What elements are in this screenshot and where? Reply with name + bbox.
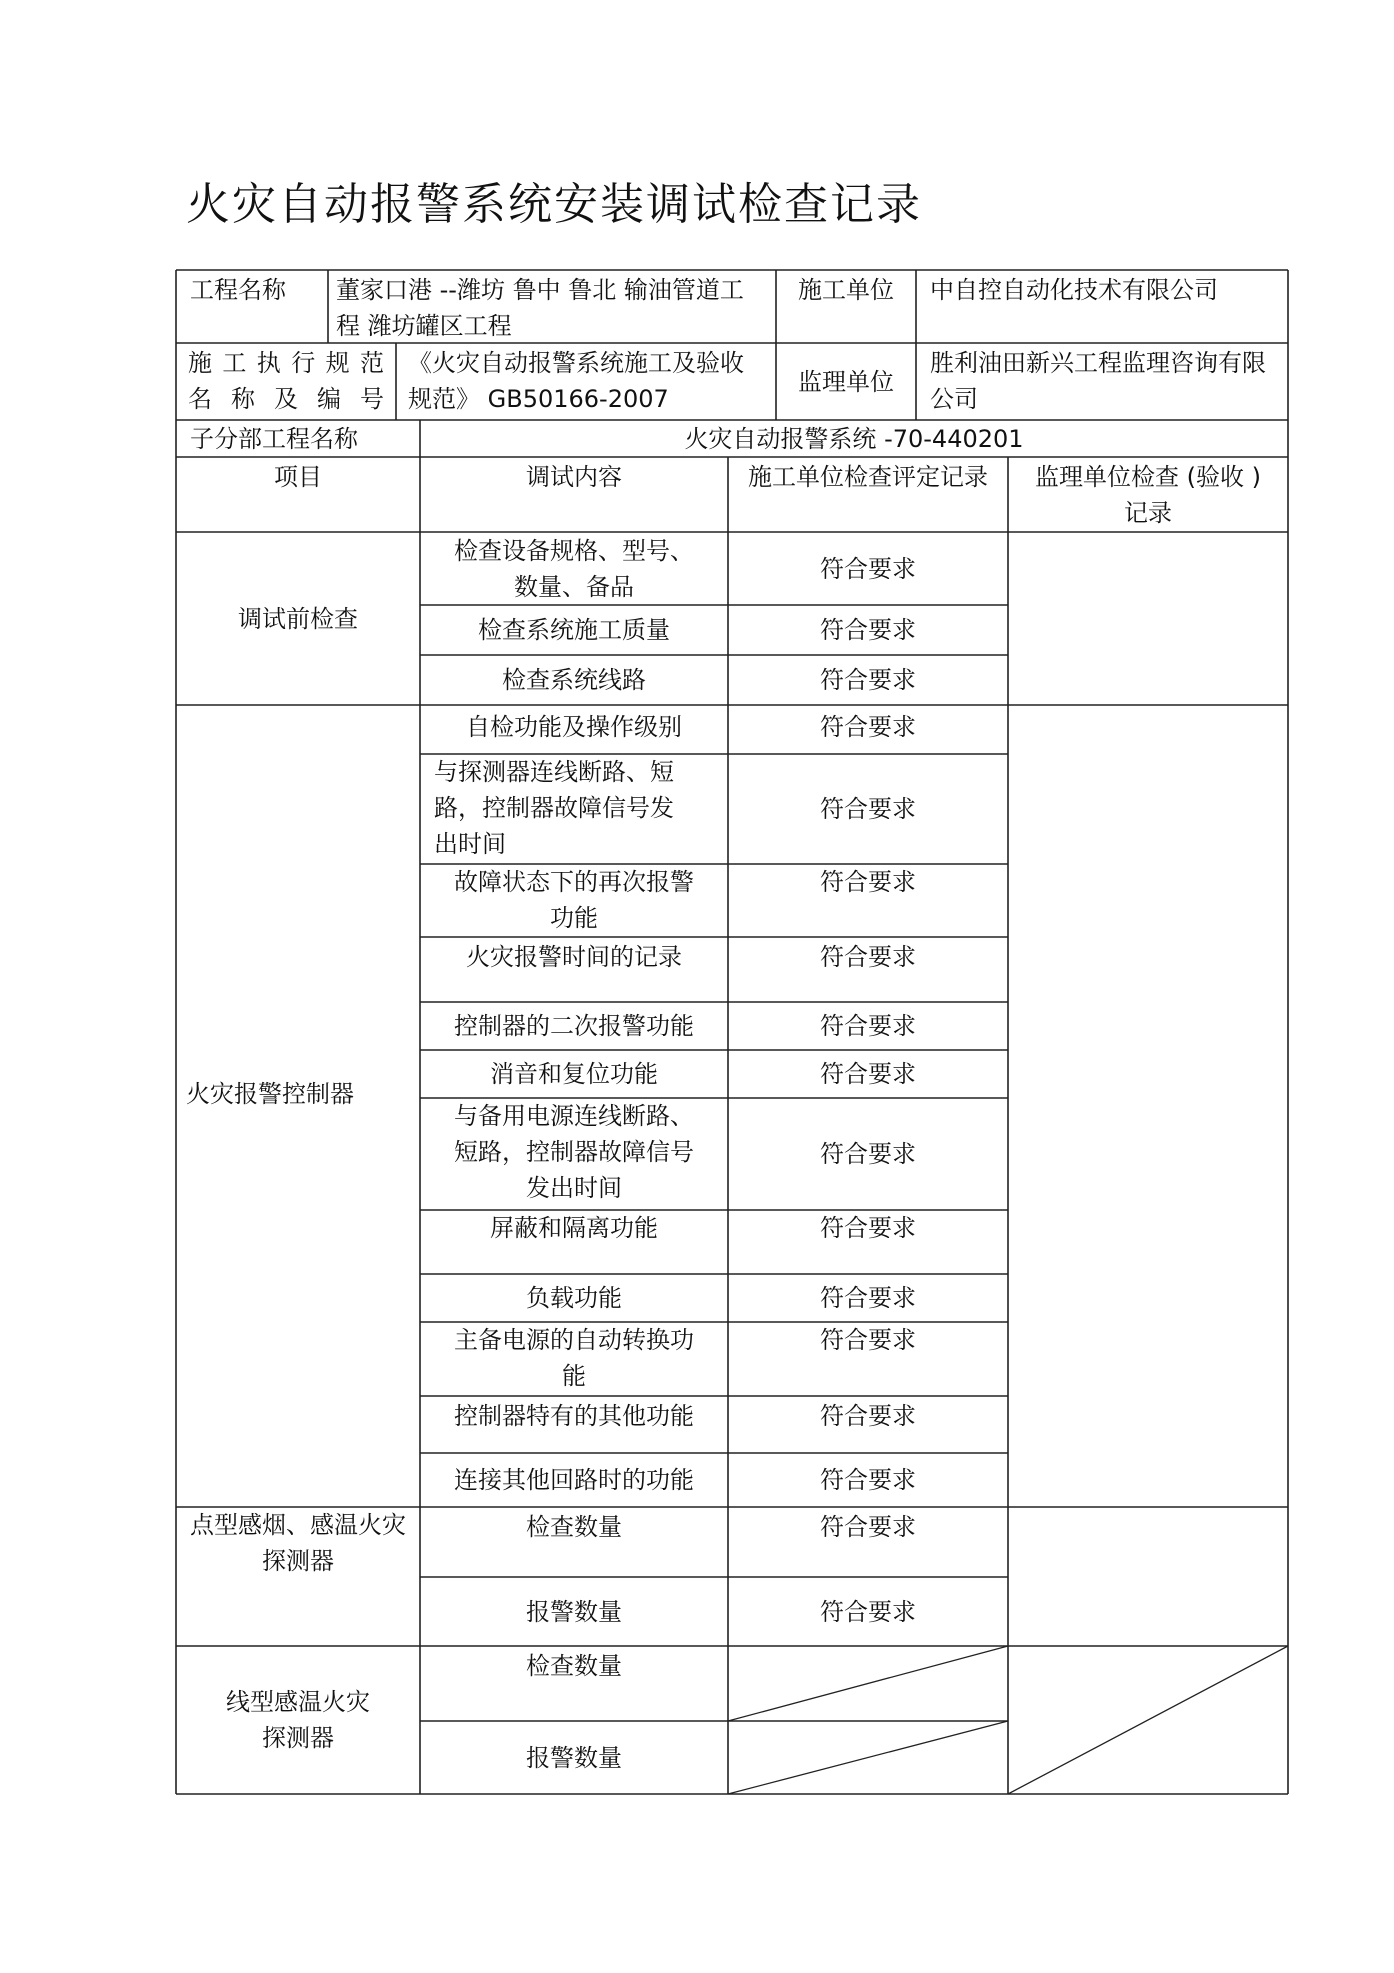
construction-result: 符合要求 <box>820 943 916 971</box>
list-item: 与备用电源连线断路、短路，控制器故障信号发出时间 <box>454 1102 694 1202</box>
project-name-label: 工程名称 <box>190 276 286 304</box>
construction-result: 符合要求 <box>820 713 916 741</box>
sub-project-value: 火灾自动报警系统 -70-440201 <box>684 424 1024 453</box>
list-item: 消音和复位功能 <box>490 1060 658 1088</box>
list-item: 控制器的二次报警功能 <box>454 1012 694 1040</box>
supervision-unit-value: 胜利油田新兴工程监理咨询有限公司 <box>930 349 1266 413</box>
list-item: 检查数量 <box>526 1652 622 1680</box>
list-item: 与探测器连线断路、短路，控制器故障信号发出时间 <box>434 758 674 858</box>
supervision-unit-label: 监理单位 <box>798 367 894 396</box>
construction-result: 符合要求 <box>820 1012 916 1040</box>
construction-result <box>728 1721 1008 1794</box>
construction-result: 符合要求 <box>820 1284 916 1312</box>
construction-result: 符合要求 <box>820 666 916 694</box>
construction-result: 符合要求 <box>820 795 916 823</box>
construction-result: 符合要求 <box>820 1513 916 1541</box>
column-header-supervision-result: 监理单位检查 (验收 ) 记录 <box>1035 463 1261 527</box>
construction-result: 符合要求 <box>820 616 916 644</box>
construction-result: 符合要求 <box>820 554 916 583</box>
list-item: 报警数量 <box>526 1597 622 1626</box>
list-item: 负载功能 <box>526 1284 622 1312</box>
construction-result: 符合要求 <box>820 1597 916 1626</box>
list-item: 自检功能及操作级别 <box>466 713 682 741</box>
construction-result: 符合要求 <box>820 1214 916 1242</box>
construction-result: 符合要求 <box>820 1326 916 1354</box>
construction-result: 符合要求 <box>820 1060 916 1088</box>
list-item: 火灾报警时间的记录 <box>466 943 682 971</box>
list-item: 检查系统线路 <box>502 666 646 694</box>
column-header-item: 项目 <box>274 463 322 491</box>
standard-value: 《火灾自动报警系统施工及验收规范》 GB50166-2007 <box>408 349 744 413</box>
construction-result <box>728 1646 1008 1721</box>
group-pre-debug-check: 调试前检查 <box>238 604 358 633</box>
construction-unit-value: 中自控自动化技术有限公司 <box>930 276 1218 304</box>
column-header-construction-result: 施工单位检查评定记录 <box>748 463 988 491</box>
group-fire-alarm-controller: 火灾报警控制器 <box>186 1080 354 1108</box>
list-item: 主备电源的自动转换功能 <box>454 1326 694 1390</box>
group-point-detector: 点型感烟、感温火灾探测器 <box>190 1511 406 1575</box>
group-linear-detector: 线型感温火灾探测器 <box>226 1688 370 1752</box>
page-title: 火灾自动报警系统安装调试检查记录 <box>186 179 922 230</box>
sub-project-label: 子分部工程名称 <box>190 424 358 453</box>
list-item: 故障状态下的再次报警功能 <box>454 868 694 932</box>
list-item: 连接其他回路时的功能 <box>454 1466 694 1494</box>
construction-result: 符合要求 <box>820 1466 916 1494</box>
construction-result: 符合要求 <box>820 868 916 896</box>
list-item: 控制器特有的其他功能 <box>454 1402 694 1430</box>
list-item: 检查数量 <box>526 1513 622 1541</box>
construction-result: 符合要求 <box>820 1140 916 1168</box>
construction-unit-label: 施工单位 <box>798 276 894 304</box>
list-item: 屏蔽和隔离功能 <box>490 1214 658 1242</box>
standard-label: 施 工 执 行 规 范 名称及编号 <box>188 349 384 413</box>
column-header-content: 调试内容 <box>526 463 622 491</box>
list-item: 报警数量 <box>526 1743 622 1772</box>
list-item: 检查系统施工质量 <box>478 616 670 644</box>
list-item: 检查设备规格、型号、数量、备品 <box>454 536 694 601</box>
construction-result: 符合要求 <box>820 1402 916 1430</box>
project-name-value: 董家口港 --潍坊 鲁中 鲁北 输油管道工程 潍坊罐区工程 <box>336 276 744 340</box>
